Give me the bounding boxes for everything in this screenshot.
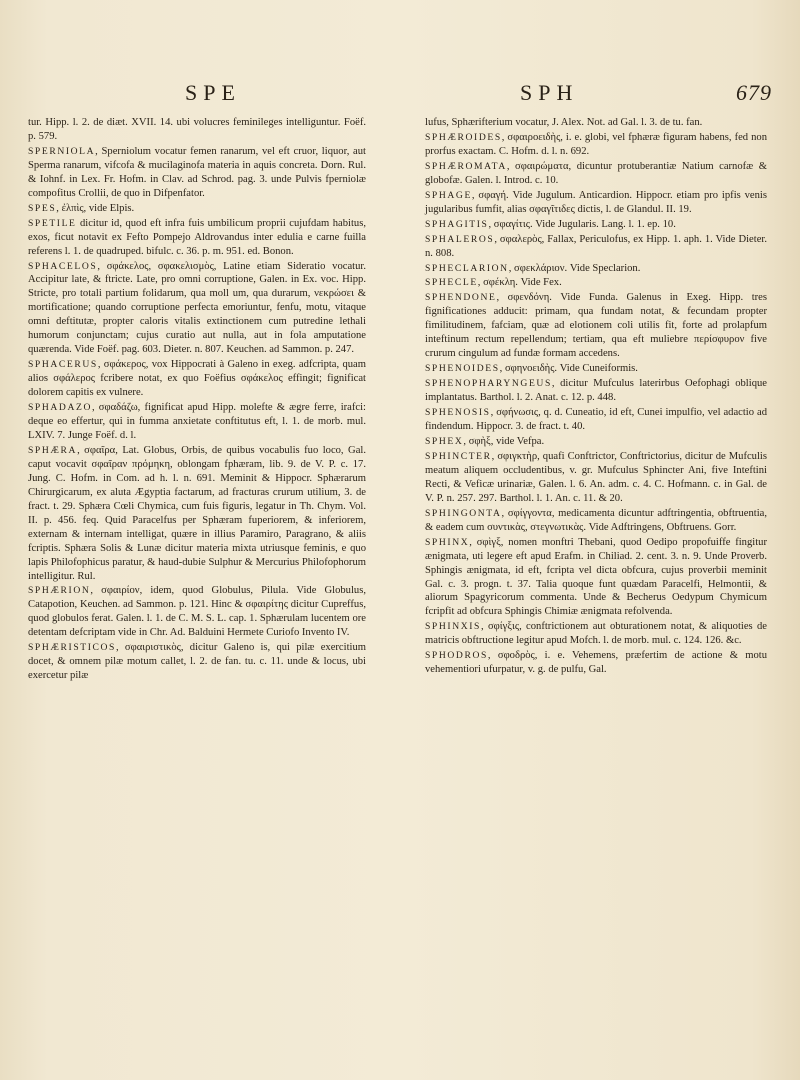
- dictionary-entry: SPHENDONE, σφενδόνη. Vide Funda. Galenus in Exeg. Hipp. tres fignificationes adducit: primam, qua fundam notat, & fecundam propter fimilitudinem, fafciam, quæ ad elotionem coli utilis fit, forte ad prolapfum inteftinum rectum repellendum; tertiam, qua eft muliebre περίσφυρον five crurum cingulum ad fundæ formam accedens.: [425, 292, 767, 360]
- dictionary-entry: SPHENOPHARYNGEUS, dicitur Mufculus laterirbus Oefophagi oblique implantatus. Barthol. l. 2. Anat. c. 12. p. 448.: [425, 378, 767, 404]
- dictionary-entry: SPHECLARION, σφεκλάριον. Vide Speclarion.: [425, 262, 641, 274]
- left-running-head: SPE: [185, 80, 241, 105]
- headword: SPHINXIS: [425, 621, 481, 633]
- dictionary-entry: SPHAGITIS, σφαγίτις. Vide Jugularis. Lang. l. 1. ep. 10.: [425, 218, 676, 230]
- right-column: [425, 116, 767, 678]
- dictionary-entry: SPHINX, σφὶγξ, nomen monftri Thebani, quod Oedipo propofuiffe fingitur ænigmata, uti legere eft apud Erafm. in Chiliad. 2. cent. 3. n. 9. Unde Proverb. Sphingis ænigmata, id eft, fcripta vel dicta obfcura, cujus proverbii meminit Gal. c. 3. progn. t. 37. Talia quoque funt quædam Paracelfi, Helmontii, & aliorum Spagyricorum commenta. Unde & Becherus Oedypum Chymicum fcripfit ad obfcura Sphingis Chimiæ ænigmata refolvenda.: [425, 536, 767, 618]
- headword: SPES: [28, 202, 57, 214]
- dictionary-entry: SPHADAZO, σφαδάζω, fignificat apud Hipp. molefte & ægre ferre, irafci: deque eo effertur, qui in fumma anxietate conftitutus eft, l. 1. de morb. mul. LXIV. 7. Junge Foëf. d. l.: [28, 402, 366, 441]
- headword: SPHAGE: [425, 189, 472, 201]
- dictionary-entry: SPHENOIDES, σφηνοειδὴς. Vide Cuneiformis.: [425, 363, 638, 375]
- headword: SPHÆROMATA: [425, 160, 507, 172]
- dictionary-entry: SPHINXIS, σφίγξις, conftrictionem aut obturationem notat, & aliquoties de matricis obftructione legitur apud Mofch. l. de morb. mul. c. 124. 126. &c.: [425, 621, 767, 647]
- dictionary-entry: SPHAGE, σφαγή. Vide Jugulum. Anticardion. Hippocr. etiam pro ipfis venis jugularibus fumfit, alias σφαγῖτιδες dictis, l. de Glandul. II. 19.: [425, 189, 767, 215]
- headword: SPHÆRISTICOS: [28, 642, 116, 654]
- dictionary-entry: SPHALEROS, σφαλερὸς, Fallax, Periculofus, ex Hipp. 1. aph. 1. Vide Dieter. n. 808.: [425, 233, 767, 259]
- page-number: 679: [736, 80, 772, 105]
- headword: SPHECLE: [425, 277, 478, 289]
- dictionary-entry: SPERNIOLA, Sperniolum vocatur femen ranarum, vel eft cruor, liquor, aut Sperma ranarum, vifcofa & mucilaginofa materia in aquis concreta. Dorn. Rul. & Iohnf. in Lex. Fr. Hofm. in Clav. ad Schrod. pag. 3. unde Pulvis fperniolæ compofitus Crollii, de quo in Difpenfator.: [28, 145, 366, 199]
- right-running-head: SPH: [520, 80, 579, 105]
- dictionary-entry: SPHACERUS, σφάκερος, vox Hippocrati à Galeno in exeg. adfcripta, quam alios σφάλερος fcribere notat, ex quo Foëfius σφάκελος effingit; fignificat dolorem capitis ex vulnere.: [28, 359, 366, 399]
- headword: SPHECLARION: [425, 262, 509, 274]
- dictionary-entry: SPHENOSIS, σφήνωσις, q. d. Cuneatio, id eft, Cunei impulfio, vel adactio ad findendum. Hippocr. 3. de fract. t. 40.: [425, 407, 767, 433]
- headword: SPHINX: [425, 536, 470, 548]
- dictionary-entry: SPHÆRION, σφαιρίον, idem, quod Globulus, Pilula. Vide Globulus, Catapotion, Keuchen. ad Sammon. p. 121. Hinc & σφαιρίτης dicitur Cupreffus, quod globulos ferat. Galen. l. 1. de C. M. S. L. cap. 1. Sphærulam lucentem ore detentam defcriptam vide in Chr. Ad. Balduini Hermete Curiofo Invento IV.: [28, 585, 366, 639]
- headword: SPHINCTER: [425, 450, 492, 462]
- headword: SPHAGITIS: [425, 218, 489, 230]
- headword: SPHACELOS: [28, 260, 98, 272]
- dictionary-entry: SPHÆROMATA, σφαιρώματα, dicuntur protuberantiæ Natium carnofæ & globofæ. Galen. l. Introd. c. 10.: [425, 160, 767, 186]
- headword: SPERNIOLA: [28, 145, 96, 157]
- headword: SPHODROS: [425, 650, 488, 662]
- headword: SPHENOSIS: [425, 407, 491, 419]
- dictionary-entry: SPHÆRISTICOS, σφαιριστικὸς, dicitur Galeno is, qui pilæ exercitium docet, & omnem pilæ motum callet, l. 2. de fan. tu. c. 11. unde & locus, ubi exercetur pilæ: [28, 642, 366, 682]
- dictionary-entry: SPETILE dicitur id, quod eft infra fuis umbilicum proprii cujufdam habitus, exos, ficut notavit ex Fefto Pompejo Aldrovandus inter edulia e carne fuilla referens l. 1. de quadruped. bifulc. c. 36. p. m. 951. ed. Bonon.: [28, 217, 366, 257]
- dictionary-entry: SPHÆRA, σφαῖρα, Lat. Globus, Orbis, de quibus vocabulis fuo loco, Gal. caput vocavit σφαῖραν πρόμηκη, oblongam fphæram, lib. 9. de V. P. c. 17. Jung. C. Hofm. in Com. ad h. l. n. 691. Meminit & Hippocr. Sphærarum Chirurgicarum, ex aluta Ægyptia factarum, ad fracturas crurum utilium, 3. de fract. t. 29. Sphæra Cœli Chymica, cum fuis figuris, legatur in Th. Chym. Vol. II. p. 456. feq. Quid Paracelfus per Sphæram fuperiorem, & inferiorem, externam & internam intelligat, quære in illius Paramiro, Paragrano, & aliis fcriptis. Sphæra Solis & Lunæ dicitur materia mixta utriusque feminis, e quo lapis Philofophicus paratur, & haud-dubie Sulphur & Mercurius Philofophorum intelligitur. Rul.: [28, 444, 366, 582]
- headword: SPETILE: [28, 217, 77, 229]
- headword: SPHINGONTA: [425, 507, 502, 519]
- left-column: [28, 116, 366, 684]
- headword: SPHEX: [425, 435, 464, 447]
- headword: SPHALEROS: [425, 233, 495, 245]
- dictionary-entry: SPHECLE, σφέκλη. Vide Fex.: [425, 277, 562, 289]
- dictionary-entry: SPHINCTER, σφιγκτὴρ, quafi Conftrictor, Conftrictorius, dicitur de Mufculis meatum aliquem occludentibus, v. gr. Mufculus Sphincter Ani, five Inteftini Recti, & Veficæ urinariæ, Galen. l. 6. An. adm. c. 4. C. Hofmann. c. in Gal. de V. P. n. 257. 297. Barthol. l. 1. An. c. 11. & 20.: [425, 450, 767, 504]
- headword: SPHENOIDES: [425, 363, 500, 375]
- headword: SPHADAZO: [28, 402, 92, 414]
- dictionary-entry: SPHACELOS, σφάκελος, σφακελισμὸς, Latine etiam Sideratio vocatur. Accipitur late, & ftricte. Late, pro omni corruptione, Galen. in Ex. voc. Hipp. Stricte, pro totali partium folidarum, qua moll um, qua durarum, νεκρώσει & mortificatione; quando corruptione perfecta emoriuntur, fenfu, motu, vitaque omni deftitutæ, propter caloris vitalis extinctionem cum putredine lethali humorum conjunctam; cujus curatio aut nulla, aut in fola amputatione quærenda. Vide Foëf. pag. 603. Dieter. n. 807. Keuchen. ad Sammon. p. 247.: [28, 260, 366, 356]
- dictionary-entry: SPES, ἐλπὶς, vide Elpis.: [28, 202, 135, 214]
- dictionary-entry: SPHEX, σφὴξ, vide Vefpa.: [425, 435, 545, 447]
- headword: SPHENOPHARYNGEUS: [425, 378, 552, 390]
- headword: SPHACERUS: [28, 359, 98, 371]
- dictionary-entry: lufus, Sphærifterium vocatur, J. Alex. Not. ad Gal. l. 3. de tu. fan.: [425, 117, 703, 128]
- dictionary-entry: SPHÆROIDES, σφαιροειδὴς, i. e. globi, vel fphæræ figuram habens, fed non prorfus exactam. C. Hofm. d. l. n. 692.: [425, 131, 767, 157]
- headword: SPHÆROIDES: [425, 131, 502, 143]
- headword: SPHENDONE: [425, 292, 497, 304]
- dictionary-entry: SPHINGONTA, σφίγγοντα, medicamenta dicuntur adftringentia, obftruentia, & eadem cum συντικὰς, στεγνωτικὰς. Vide Adftringens, Obftruens. Gorr.: [425, 507, 767, 533]
- dictionary-entry: SPHODROS, σφοδρὸς, i. e. Vehemens, præfertim de actione & motu vehementiori ufurpatur, v. g. de pulfu, Gal.: [425, 650, 767, 676]
- headword: SPHÆRION: [28, 585, 91, 597]
- dictionary-entry: tur. Hipp. l. 2. de diæt. XVII. 14. ubi volucres feminileges intelliguntur. Foëf. p. 579.: [28, 117, 366, 142]
- headword: SPHÆRA: [28, 444, 78, 456]
